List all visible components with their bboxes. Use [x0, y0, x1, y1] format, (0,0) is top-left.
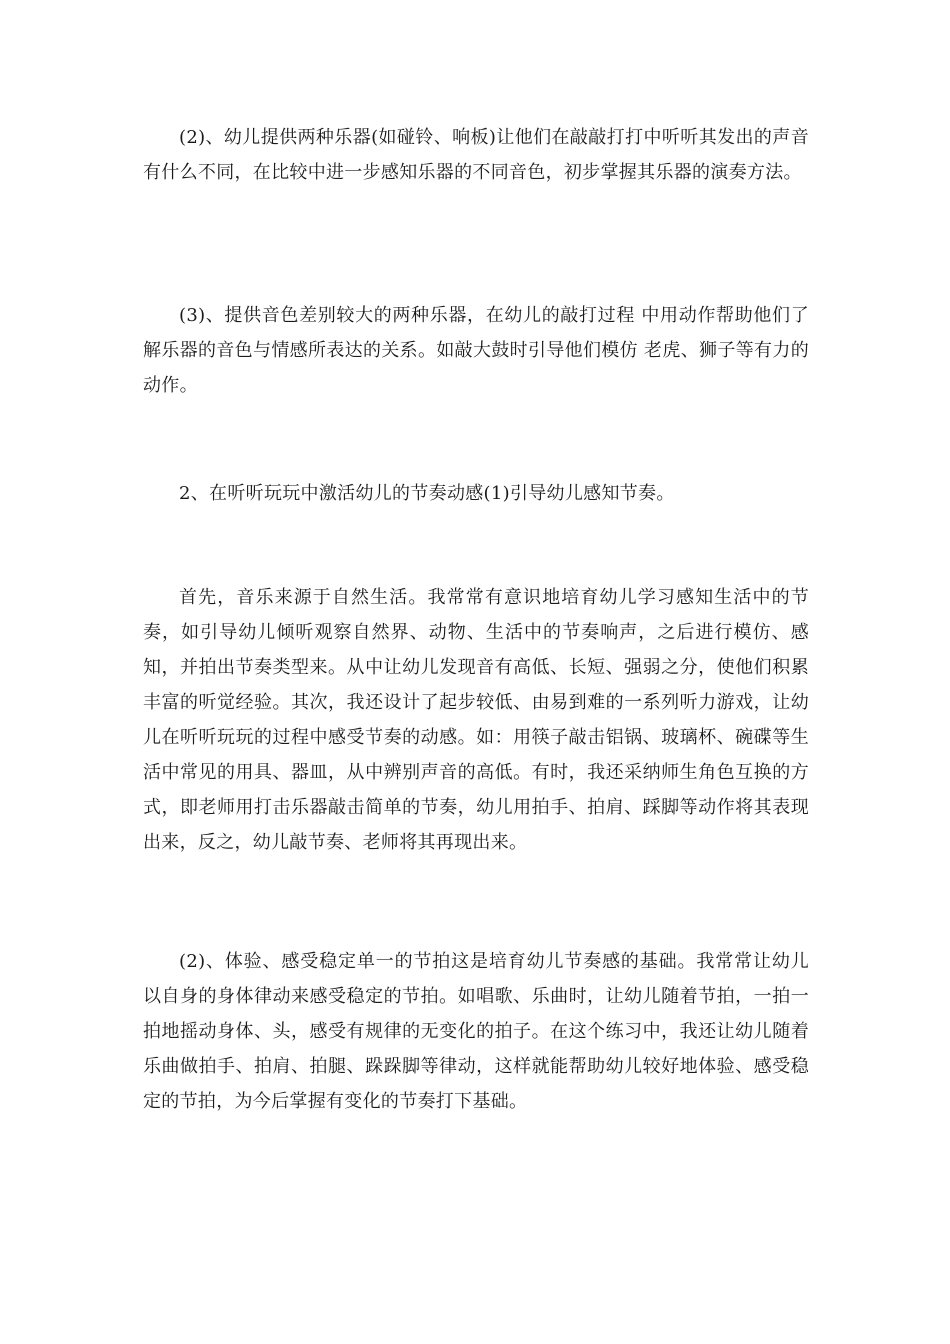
paragraph-instrument-comparison: (2)、幼儿提供两种乐器(如碰铃、响板)让他们在敲敲打打中听听其发出的声音有什么不同，在比较中进一步感知乐器的不同音色，初步掌握其乐器的演奏方法。	[143, 127, 809, 183]
paragraph-steady-beat: (2)、体验、感受稳定单一的节拍这是培育幼儿节奏感的基础。我常常让幼儿以自身的身体律动来感受稳定的节拍。如唱歌、乐曲时，让幼儿随着节拍，一拍一拍地摇动身体、头，感受有规律的无变化的拍子。在这个练习中，我还让幼儿随着乐曲做拍手、拍肩、拍腿、跺跺脚等律动，这样就能帮助幼儿较好地体验、感受稳定的节拍，为今后掌握有变化的节奏打下基础。	[143, 951, 809, 1112]
paragraph-section-heading-rhythm: 2、在听听玩玩中激活幼儿的节奏动感(1)引导幼儿感知节奏。	[179, 483, 675, 504]
paragraph-timbre-emotion: (3)、提供音色差别较大的两种乐器，在幼儿的敲打过程 中用动作帮助他们了解乐器的音色与情感所表达的关系。如敲大鼓时引导他们模仿 老虎、狮子等有力的动作。	[143, 305, 809, 396]
paragraph-rhythm-perception: 首先，音乐来源于自然生活。我常常有意识地培育幼儿学习感知生活中的节奏，如引导幼儿倾听观察自然界、动物、生活中的节奏响声，之后进行模仿、感知，并拍出节奏类型来。从中让幼儿发现音有高低、长短、强弱之分，使他们积累丰富的听觉经验。其次，我还设计了起步较低、由易到难的一系列听力游戏，让幼儿在听听玩玩的过程中感受节奏的动感。如：用筷子敲击铝锅、玻璃杯、碗碟等生活中常见的用具、器皿，从中辨别声音的高低。有时，我还采纳师生角色互换的方式，即老师用打击乐器敲击简单的节奏，幼儿用拍手、拍肩、踩脚等动作将其表现出来，反之，幼儿敲节奏、老师将其再现出来。	[143, 587, 809, 853]
